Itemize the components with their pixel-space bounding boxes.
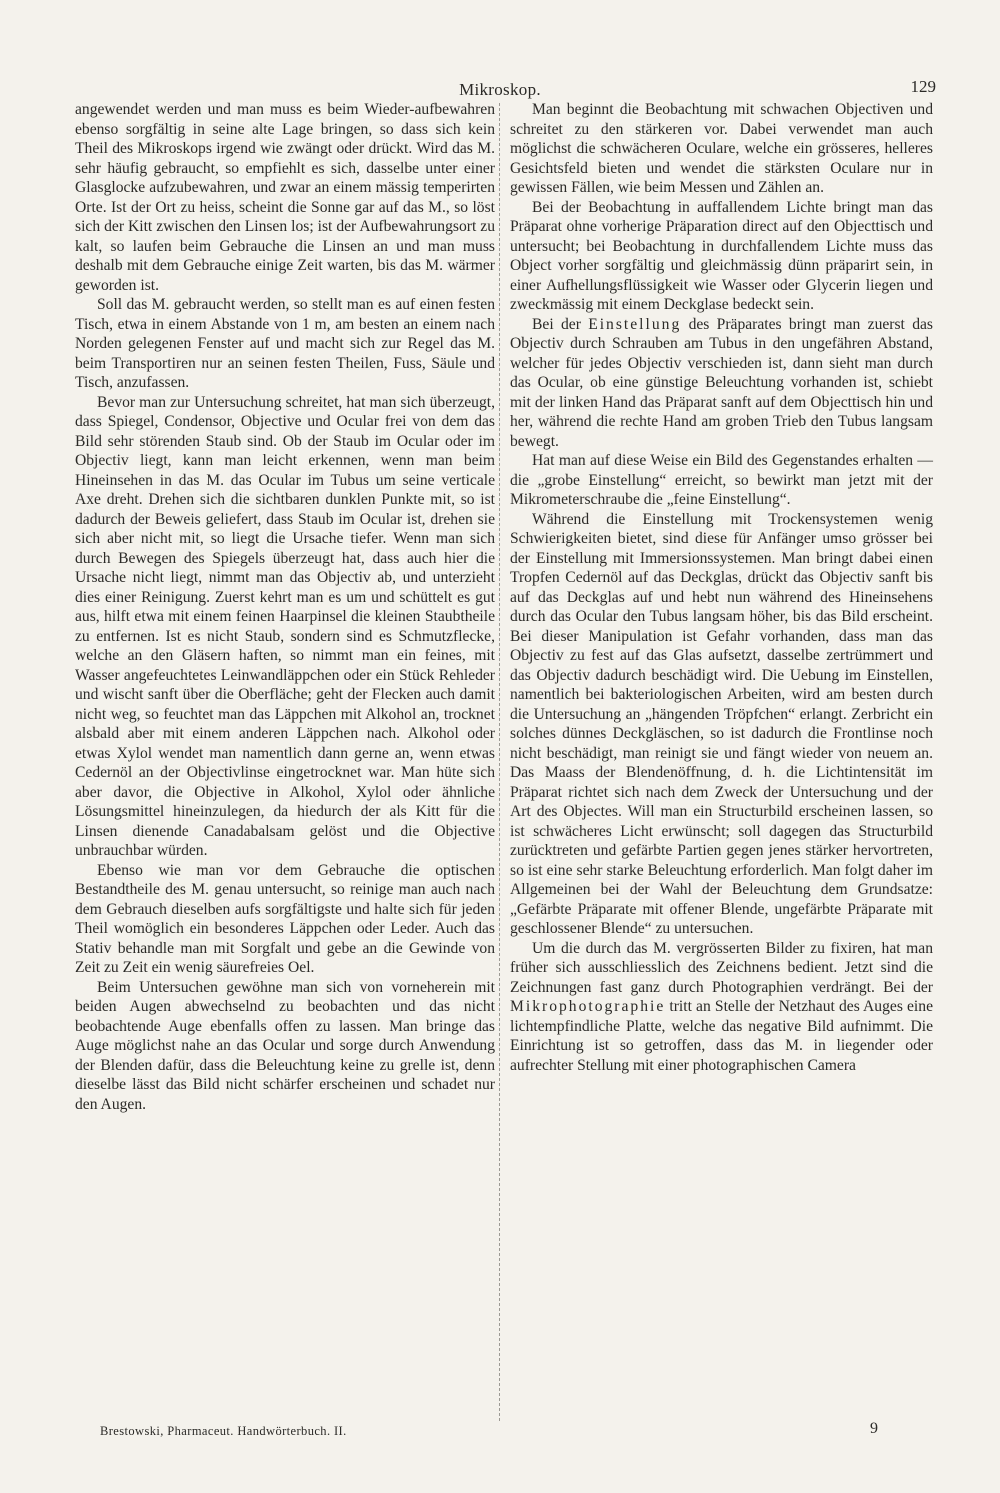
paragraph: Bevor man zur Untersuchung schreitet, hat man sich überzeugt, dass Spiegel, Condensor, Objective und Ocular frei von dem das Bild sehr störenden Staub sind. Ob der Staub im Ocular oder im Objectiv liegt, kann man leicht erkennen, wenn man beim Hineinsehen in das M. das Ocular im Tubus um seine verticale Axe dreht. Drehen sich die sichtbaren dunklen Punkte mit, so ist dadurch der Beweis geliefert, dass Staub im Ocular ist, drehen sie sich aber nicht mit, so liegt die Ursache tiefer. Wenn man sich durch Bewegen des Spiegels überzeugt hat, dass auch hier die Ursache nicht liegt, nimmt man das Objectiv ab, und unterzieht dies einer Reinigung. Zuerst kehrt man es um und schüttelt es gut aus, hilft etwa mit einem feinen Haarpinsel die kleinen Staubtheile zu entfernen. Ist es nicht Staub, sondern sind es Schmutzflecke, welche an den Gläsern haften, so nimmt man ein feines, mit Wasser angefeuchtetes Leinwandläppchen oder ein Stück Rehleder und wischt sanft über die Oberfläche; geht der Flecken auch damit nicht weg, so feuchtet man das Läppchen mit Alkohol an, trocknet alsbald aber mit einem anderen Läppchen nach. Alkohol oder etwas Xylol wendet man namentlich dann gerne an, wenn etwas Cedernöl an der Objectivlinse eingetrocknet war. Man hüte sich aber davor, die Objective in Alkohol, Xylol oder ähnliche Lösungsmittel hineinzulegen, da hiedurch der als Kitt für die Linsen dienende Canadabalsam gelöst und die Objective unbrauchbar würden. <box>75 393 495 859</box>
paragraph <box>510 315 933 452</box>
paragraph: Hat man auf diese Weise ein Bild des Gegenstandes erhalten — die „grobe Einstellung“ erreicht, so bewirkt man jetzt mit der Mikrometerschraube die „feine Einstellung“. <box>510 452 933 508</box>
paragraph-text: tritt an Stelle der Netzhaut des Auges eine lichtempfindliche Platte, welche das negative Bild aufnimmt. Die Einrichtung ist so getroffen, dass das M. in liegender oder aufrechter Stellung mit einer photographischen Camera <box>510 998 933 1074</box>
spaced-term: Mikrophotographie <box>510 998 666 1015</box>
spaced-term: Einstellung <box>588 315 682 333</box>
paragraph: Ebenso wie man vor dem Gebrauche die optischen Bestandtheile des M. genau untersucht, so reinige man auch nach dem Gebrauch dieselben aufs sorgfältigste und halte sich für jeden Theil womöglich ein besonderes Läppchen oder Leder. Auch das Stativ behandle man mit Sorgfalt und gebe an die Gewinde von Zeit zu Zeit ein wenig säurefreies Oel. <box>75 861 495 976</box>
paragraph: Beim Untersuchen gewöhne man sich von vorneherein mit beiden Augen abwechselnd zu beobachten und das nicht beobachtende Auge ebenfalls offen zu lassen. Man bringe das Auge möglichst nahe an das Ocular und sorge durch Anwendung der Blenden dafür, dass die Beleuchtung keine zu grelle ist, denn dieselbe lässt das Bild nicht schärfer erscheinen und schadet nur den Augen. <box>75 978 495 1113</box>
paragraph <box>510 939 933 1076</box>
left-column <box>75 100 495 1114</box>
paragraph-text: Bei der <box>532 315 589 333</box>
paragraph: Bei der Beobachtung in auffallendem Lichte bringt man das Präparat ohne vorherige Präparation direct auf den Objecttisch und untersucht; bei Beobachtung in durchfallendem Lichte muss das Object vorher sorgfältig und gleichmässig dünn präparirt sein, in einer Aufhellungsflüssigkeit wie Wasser oder Glycerin liegen und zweckmässig mit einem Deckglase bedeckt sein. <box>510 198 933 313</box>
right-column <box>510 100 933 1075</box>
paragraph: Während die Einstellung mit Trockensystemen wenig Schwierigkeiten bietet, sind diese für Anfänger umso grösser bei der Einstellung mit Immersionssystemen. Man bringt dabei einen Tropfen Cedernöl auf das Deckglas, drückt das Objectiv sanft bis auf das Deckglas auf und hebt nun während des Hineinsehens durch das Ocular den Tubus langsam höher, bis das Bild erscheint. Bei dieser Manipulation ist Gefahr vorhanden, dass man das Objectiv zu fest auf das Glas aufsetzt, dasselbe zertrümmert und das Objectiv dadurch beschädigt wird. Die Uebung im Einstellen, namentlich bei bakteriologischen Arbeiten, wird am besten durch die Untersuchung an „hängenden Tröpfchen“ erlangt. Zerbricht ein solches dünnes Deckgläschen, so ist dadurch die Frontlinse noch nicht beschädigt, man reinigt sie und fängt wieder von neuem an. Das Maass der Blendenöffnung, d. h. die Lichtintensität im Präparat richtet sich nach dem Zweck der Untersuchung und der Art des Objectes. Will man ein Structurbild erscheinen lassen, so ist schwächeres Licht erwünscht; soll dagegen das Structurbild zurücktreten und gefärbte Partien gegen jenes stärker hervortreten, so ist eine sehr starke Beleuchtung erforderlich. Man folgt daher im Allgemeinen bei der Wahl der Beleuchtung dem Grundsatze: „Gefärbte Präparate mit offener Blende, ungefärbte Präparate mit geschlossener Blende“ zu untersuchen. <box>510 510 933 937</box>
paragraph-text: des Präparates bringt man zuerst das Objectiv durch Schrauben am Tubus in den ungefähren Abstand, welcher für jedes Objectiv verschieden ist, dann sieht man durch das Ocular, ob eine günstige Beleuchtung vorhanden ist, schiebt mit der linken Hand das Präparat sanft auf dem Objecttisch hin und her, während die rechte Hand am groben Trieb den Tubus langsam bewegt. <box>510 315 933 450</box>
page-number: 129 <box>910 77 936 96</box>
paragraph: Man beginnt die Beobachtung mit schwachen Objectiven und schreitet zu den stärkeren vor. Dabei verwendet man auch möglichst die schwächeren Oculare, welche ein grösseres, helleres Gesichtsfeld bieten und wendet die stärksten Oculare nur in gewissen Fällen, wie beim Messen und Zählen an. <box>510 101 933 196</box>
signature-mark: 9 <box>870 1420 878 1437</box>
paragraph: Soll das M. gebraucht werden, so stellt man es auf einen festen Tisch, etwa in einem Abstande von 1 m, am besten an einem nach Norden gelegenen Fenster auf und macht sich zur Regel das M. beim Transportiren nur an seinen festen Theilen, Fuss, Säule und Tisch, anzufassen. <box>75 296 495 391</box>
footer-source: Brestowski, Pharmaceut. Handwörterbuch. II. <box>100 1424 347 1438</box>
paragraph-text: Um die durch das M. vergrösserten Bilder zu fixiren, hat man früher sich ausschliesslich des Zeichnens bedient. Jetzt sind die Zeichnungen fast ganz durch Photographien verdrängt. Bei der <box>510 939 933 996</box>
paragraph: angewendet werden und man muss es beim Wieder-aufbewahren ebenso sorgfältig in seine alte Lage bringen, so dass sich kein Theil des Mikroskops irgend wie zwängt oder drückt. Wird das M. sehr häufig gebraucht, so empfiehlt es sich, dasselbe unter einer Glasglocke aufzubewahren, und zwar an einem mässig temperirten Orte. Ist der Ort zu heiss, scheint die Sonne gar auf das M., so löst sich der Kitt zwischen den Linsen los; ist der Aufbewahrungsort zu kalt, so laufen beim Gebrauche die Linsen an und man muss deshalb mit dem Gebrauche einige Zeit warten, bis das M. wärmer geworden ist. <box>75 101 495 294</box>
column-divider <box>499 103 500 1421</box>
running-head: Mikroskop. <box>459 80 541 99</box>
